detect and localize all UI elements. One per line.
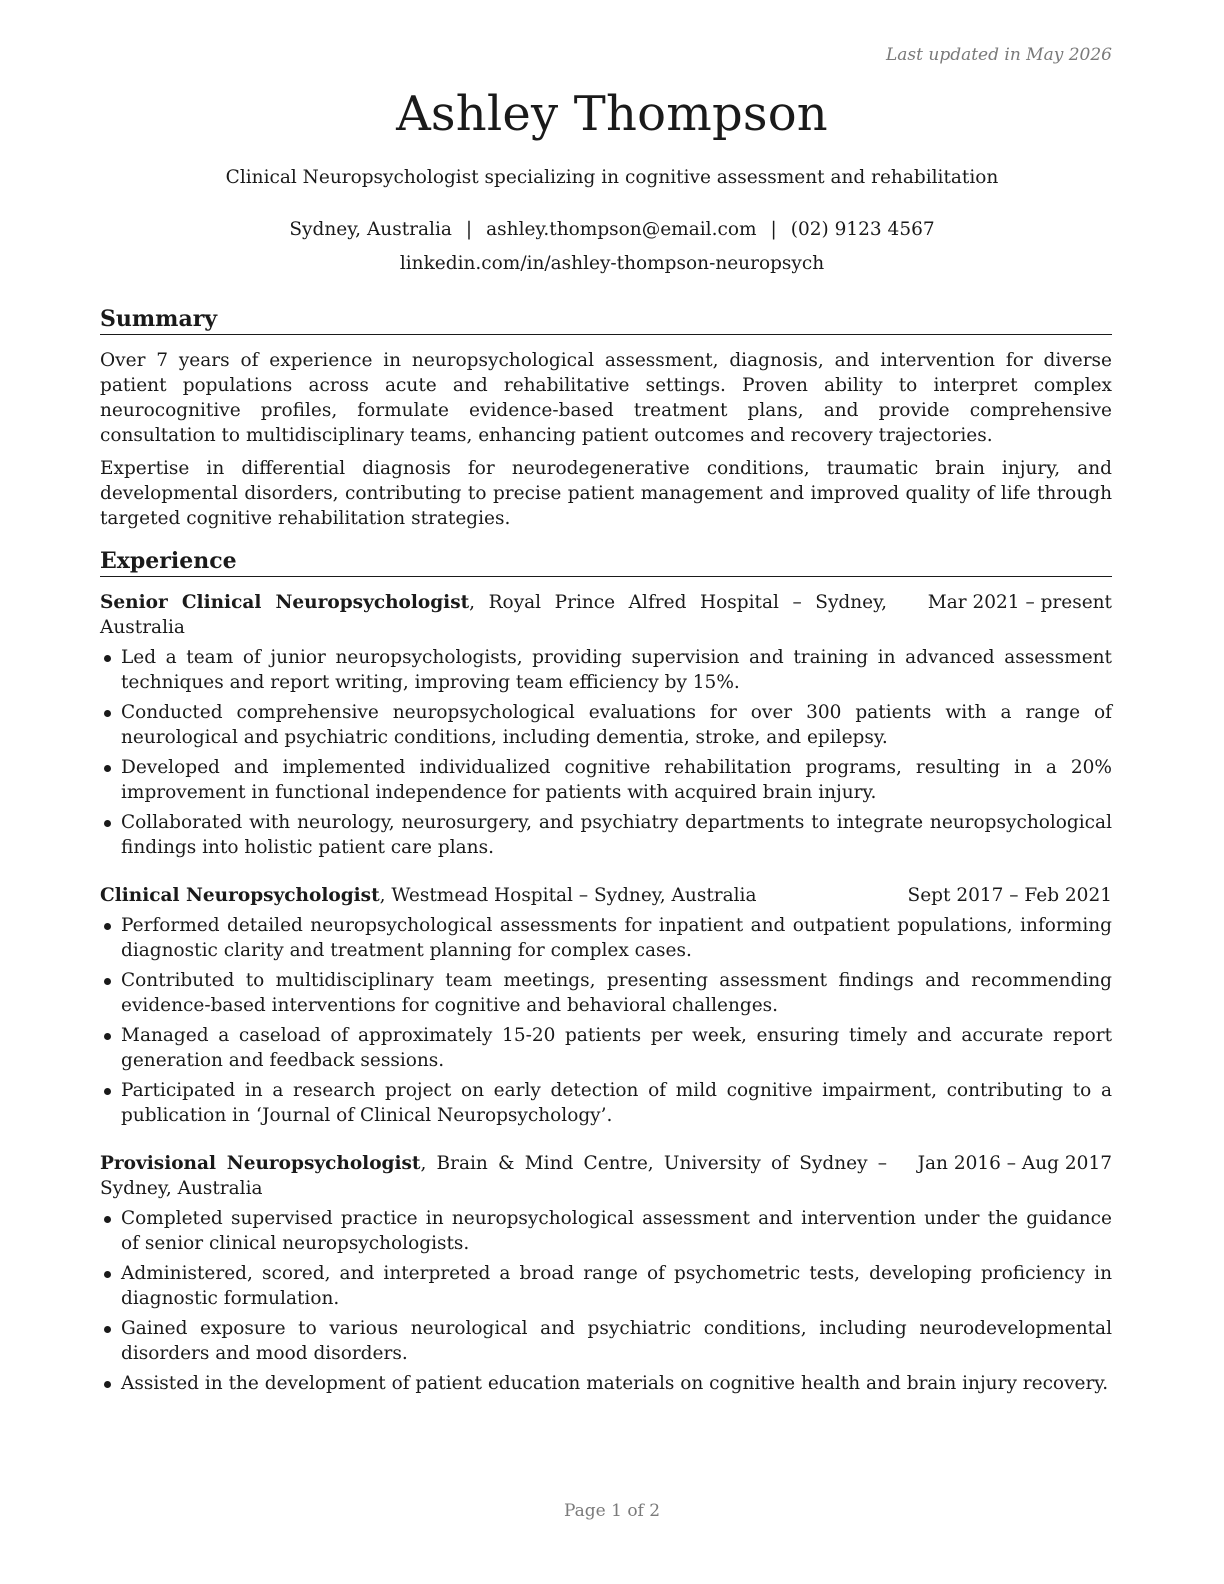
- summary-paragraph: Over 7 years of experience in neuropsychological assessment, diagnosis, and intervention for diverse patient populations across acute and rehabilitative settings. Proven ability to interpret complex neurocognitive profiles, formulate evidence-based treatment plans, and provide comprehensive consultation to multidisciplinary teams, enhancing patient outcomes and recovery trajectories.: [100, 350, 1112, 446]
- job-role: Clinical Neuropsychologist: [100, 885, 380, 906]
- job-role: Senior Clinical Neuropsychologist: [100, 592, 470, 613]
- page-number: Page 1 of 2: [563, 1501, 661, 1521]
- job-bullets: [100, 913, 1112, 1128]
- bullet-item: Gained exposure to various neurological and psychiatric conditions, including neurodevelopmental disorders and mood disorders.: [100, 1316, 1112, 1366]
- bullet-item: Managed a caseload of approximately 15-20 patients per week, ensuring timely and accurate report generation and feedback sessions.: [100, 1023, 1112, 1073]
- job-header: [100, 590, 1112, 640]
- summary-paragraph: Expertise in differential diagnosis for neurodegenerative conditions, traumatic brain injury, and developmental disorders, contributing to precise patient management and improved quality of life through targeted cognitive rehabilitation strategies.: [100, 458, 1112, 529]
- bullet-item: Developed and implemented individualized cognitive rehabilitation programs, resulting in a 20% improvement in functional independence for patients with acquired brain injury.: [100, 755, 1112, 805]
- job-entry: [100, 1151, 1112, 1396]
- resume-content: [100, 305, 1112, 1401]
- job-bullets: [100, 645, 1112, 860]
- job-entry: [100, 883, 1112, 1128]
- job-dates: Jan 2016 – Aug 2017: [917, 1153, 1112, 1174]
- bullet-item: Contributed to multidisciplinary team meetings, presenting assessment findings and recommending evidence-based interventions for cognitive and behavioral challenges.: [100, 968, 1112, 1018]
- job-role: Provisional Neuropsychologist: [100, 1153, 421, 1174]
- bullet-item: Led a team of junior neuropsychologists, providing supervision and training in advanced assessment techniques and report writing, improving team efficiency by 15%.: [100, 645, 1112, 695]
- location: Sydney, Australia: [289, 219, 452, 240]
- bullet-item: Participated in a research project on early detection of mild cognitive impairment, contributing to a publication in ‘Journal of Clinical Neuropsychology’.: [100, 1078, 1112, 1128]
- job-organization: , Brain & Mind Centre, University of Sydney – Sydney, Australia: [100, 1153, 887, 1199]
- linkedin-link[interactable]: linkedin.com/in/ashley-thompson-neuropsych: [399, 253, 825, 274]
- summary-section: [100, 305, 1112, 531]
- job-dates: Sept 2017 – Feb 2021: [907, 885, 1112, 906]
- separator: |: [465, 219, 473, 240]
- job-organization: , Royal Prince Alfred Hospital – Sydney, Australia: [100, 592, 888, 638]
- job-entry: [100, 590, 1112, 860]
- phone-number: (02) 9123 4567: [790, 219, 935, 240]
- bullet-item: Administered, scored, and interpreted a broad range of psychometric tests, developing proficiency in diagnostic formulation.: [100, 1261, 1112, 1311]
- job-bullets: [100, 1206, 1112, 1396]
- experience-section: [100, 547, 1112, 1396]
- contact-line: [0, 219, 1224, 240]
- job-header: [100, 1151, 1112, 1201]
- bullet-item: Assisted in the development of patient education materials on cognitive health and brain injury recovery.: [100, 1371, 1112, 1396]
- candidate-name: Ashley Thompson: [396, 86, 828, 142]
- bullet-item: Collaborated with neurology, neurosurgery, and psychiatry departments to integrate neuropsychological findings into holistic patient care plans.: [100, 810, 1112, 860]
- summary-heading: Summary: [100, 305, 1112, 335]
- job-organization: , Westmead Hospital – Sydney, Australia: [379, 885, 757, 906]
- bullet-item: Completed supervised practice in neuropsychological assessment and intervention under the guidance of senior clinical neuropsychologists.: [100, 1206, 1112, 1256]
- last-updated: Last updated in May 2026: [885, 45, 1112, 65]
- job-dates: Mar 2021 – present: [927, 592, 1112, 613]
- tagline: Clinical Neuropsychologist specializing in cognitive assessment and rehabilitation: [225, 167, 999, 188]
- experience-heading: Experience: [100, 547, 1112, 577]
- separator: |: [770, 219, 777, 240]
- email-link[interactable]: ashley.thompson@email.com: [486, 219, 757, 240]
- job-header: [100, 883, 1112, 908]
- bullet-item: Conducted comprehensive neuropsychological evaluations for over 300 patients with a range of neurological and psychiatric conditions, including dementia, stroke, and epilepsy.: [100, 700, 1112, 750]
- bullet-item: Performed detailed neuropsychological assessments for inpatient and outpatient populations, informing diagnostic clarity and treatment planning for complex cases.: [100, 913, 1112, 963]
